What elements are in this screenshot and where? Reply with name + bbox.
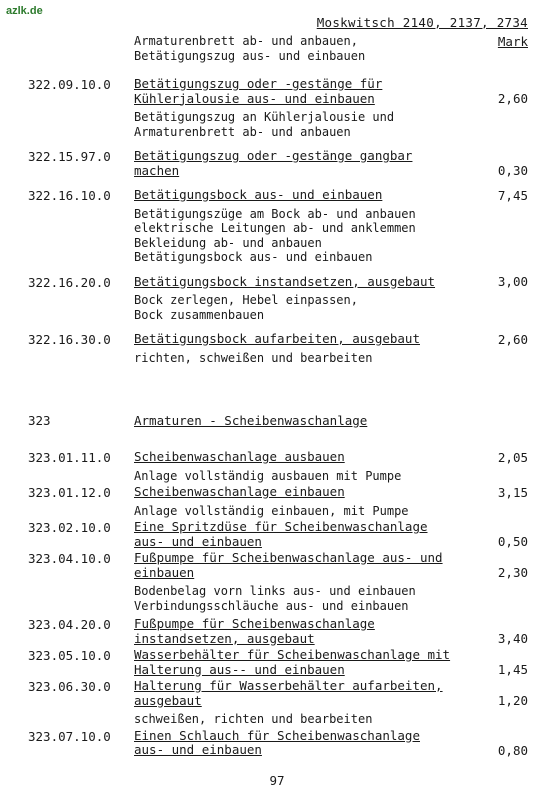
description-line: Anlage vollständig ausbauen mit Pumpe	[134, 468, 402, 483]
operation-value: 2,60	[497, 91, 528, 106]
operation-code: 322.09.10.0	[28, 77, 111, 92]
operation-value: 2,30	[497, 565, 528, 580]
operation-description	[0, 351, 554, 366]
entry-list-322	[0, 77, 554, 365]
section-code: 323	[28, 413, 51, 428]
entry-heading	[0, 520, 554, 549]
description-line: richten, schweißen und bearbeiten	[134, 350, 373, 365]
operation-title: Fußpumpe für Scheibenwaschanlage instandsetzen, ausgebaut	[134, 616, 375, 646]
list-item	[0, 617, 554, 646]
list-item	[0, 188, 554, 265]
description-line: elektrische Leitungen ab- und anklemmen	[134, 221, 416, 235]
list-item	[0, 275, 554, 323]
document-title: Moskwitsch 2140, 2137, 2734	[316, 15, 528, 30]
description-line: Betätigungszug an Kühlerjalousie und	[134, 110, 395, 124]
operation-code: 323.01.11.0	[28, 450, 111, 465]
entry-list-323	[0, 450, 554, 758]
list-item	[0, 520, 554, 549]
operation-description	[0, 469, 554, 484]
operation-title: Eine Spritzdüse für Scheibenwaschanlage aus- und einbauen	[134, 519, 428, 549]
entry-heading	[0, 450, 554, 465]
list-item	[0, 679, 554, 727]
list-item	[0, 77, 554, 139]
entry-heading	[0, 551, 554, 580]
page-number: 97	[269, 773, 285, 788]
operation-title: Einen Schlauch für Scheibenwaschanlage aus- und einbauen	[134, 727, 420, 757]
list-item	[0, 551, 554, 613]
description-line: Verbindungsschläuche aus- und einbauen	[134, 598, 409, 613]
operation-value: 1,20	[497, 693, 528, 708]
operation-code: 322.16.20.0	[28, 274, 111, 290]
operation-code: 323.02.10.0	[28, 520, 111, 535]
list-item	[0, 450, 554, 483]
entry-heading	[0, 77, 554, 106]
operation-code: 322.16.30.0	[28, 332, 111, 347]
operation-code: 323.05.10.0	[28, 648, 111, 663]
entry-heading	[0, 332, 554, 347]
operation-value: 2,05	[497, 449, 528, 465]
intro-line: Armaturenbrett ab- und anbauen,	[134, 34, 358, 48]
operation-code: 322.16.10.0	[28, 188, 111, 203]
operation-value: 7,45	[497, 187, 528, 203]
intro-block	[0, 34, 554, 63]
list-item	[0, 729, 554, 758]
description-line: Betätigungsbock aus- und einbauen	[134, 250, 373, 264]
section-header	[0, 413, 554, 428]
entry-heading	[0, 729, 554, 758]
description-line: Armaturenbrett ab- und anbauen	[134, 124, 351, 139]
operation-title: Betätigungsbock instandsetzen, ausgebaut	[134, 273, 436, 289]
list-item	[0, 149, 554, 178]
operation-title: Betätigungszug oder -gestänge für Kühlerjalousie aus- und einbauen	[134, 76, 383, 106]
entry-heading	[0, 648, 554, 677]
operation-value: 3,15	[497, 484, 528, 500]
intro-line: Betätigungszug aus- und einbauen	[134, 48, 366, 63]
description-line: Bock zerlegen, Hebel einpassen,	[134, 293, 358, 307]
operation-value: 0,50	[497, 534, 528, 549]
operation-value: 0,30	[497, 163, 528, 178]
operation-title: Betätigungsbock aus- und einbauen	[134, 187, 383, 202]
description-line: schweißen, richten und bearbeiten	[134, 712, 373, 726]
watermark-logo: azlk.de	[6, 5, 43, 17]
operation-code: 322.15.97.0	[28, 149, 111, 164]
description-line: Betätigungszüge am Bock ab- und anbauen	[134, 206, 416, 221]
operation-title: Betätigungsbock aufarbeiten, ausgebaut	[134, 331, 420, 346]
description-line: Anlage vollständig einbauen, mit Pumpe	[134, 503, 409, 518]
operation-code: 323.04.10.0	[28, 551, 111, 566]
entry-heading	[0, 149, 554, 178]
entry-heading	[0, 679, 554, 708]
operation-value: 0,80	[497, 742, 528, 758]
page-header	[0, 15, 554, 35]
operation-description	[0, 584, 554, 613]
entry-heading	[0, 188, 554, 203]
operation-title: Wasserbehälter für Scheibenwaschanlage mit Halterung aus-- und einbauen	[134, 647, 451, 677]
operation-value: 1,45	[497, 662, 528, 677]
list-item	[0, 648, 554, 677]
operation-description	[0, 504, 554, 519]
entry-heading	[0, 275, 554, 290]
list-item	[0, 332, 554, 365]
operation-code: 323.07.10.0	[28, 728, 111, 744]
description-line: Bodenbelag vorn links aus- und einbauen	[134, 584, 416, 598]
operation-code: 323.06.30.0	[28, 679, 111, 694]
operation-value: 2,60	[497, 331, 528, 347]
operation-value: 3,00	[497, 274, 528, 289]
operation-title: Fußpumpe für Scheibenwaschanlage aus- und einbauen	[134, 550, 443, 580]
operation-value: 3,40	[497, 631, 528, 646]
column-header-mark: Mark	[497, 34, 528, 49]
operation-code: 323.01.12.0	[28, 485, 111, 500]
operation-title: Halterung für Wasserbehälter aufarbeiten, ausgebaut	[134, 678, 443, 708]
operation-description	[0, 293, 554, 322]
operation-title: Scheibenwaschanlage einbauen	[134, 484, 345, 499]
description-line: Bock zusammenbauen	[134, 307, 265, 322]
operation-description	[0, 207, 554, 265]
operation-title: Betätigungszug oder -gestänge gangbar machen	[134, 148, 413, 178]
operation-description	[0, 110, 554, 139]
description-line: Bekleidung ab- und anbauen	[134, 235, 322, 250]
entry-heading	[0, 617, 554, 646]
operation-code: 323.04.20.0	[28, 617, 111, 632]
operation-title: Scheibenwaschanlage ausbauen	[134, 449, 345, 464]
operation-description	[0, 712, 554, 727]
section-title: Armaturen - Scheibenwaschanlage	[134, 413, 368, 428]
document-body	[0, 34, 554, 758]
entry-heading	[0, 485, 554, 500]
list-item	[0, 485, 554, 518]
